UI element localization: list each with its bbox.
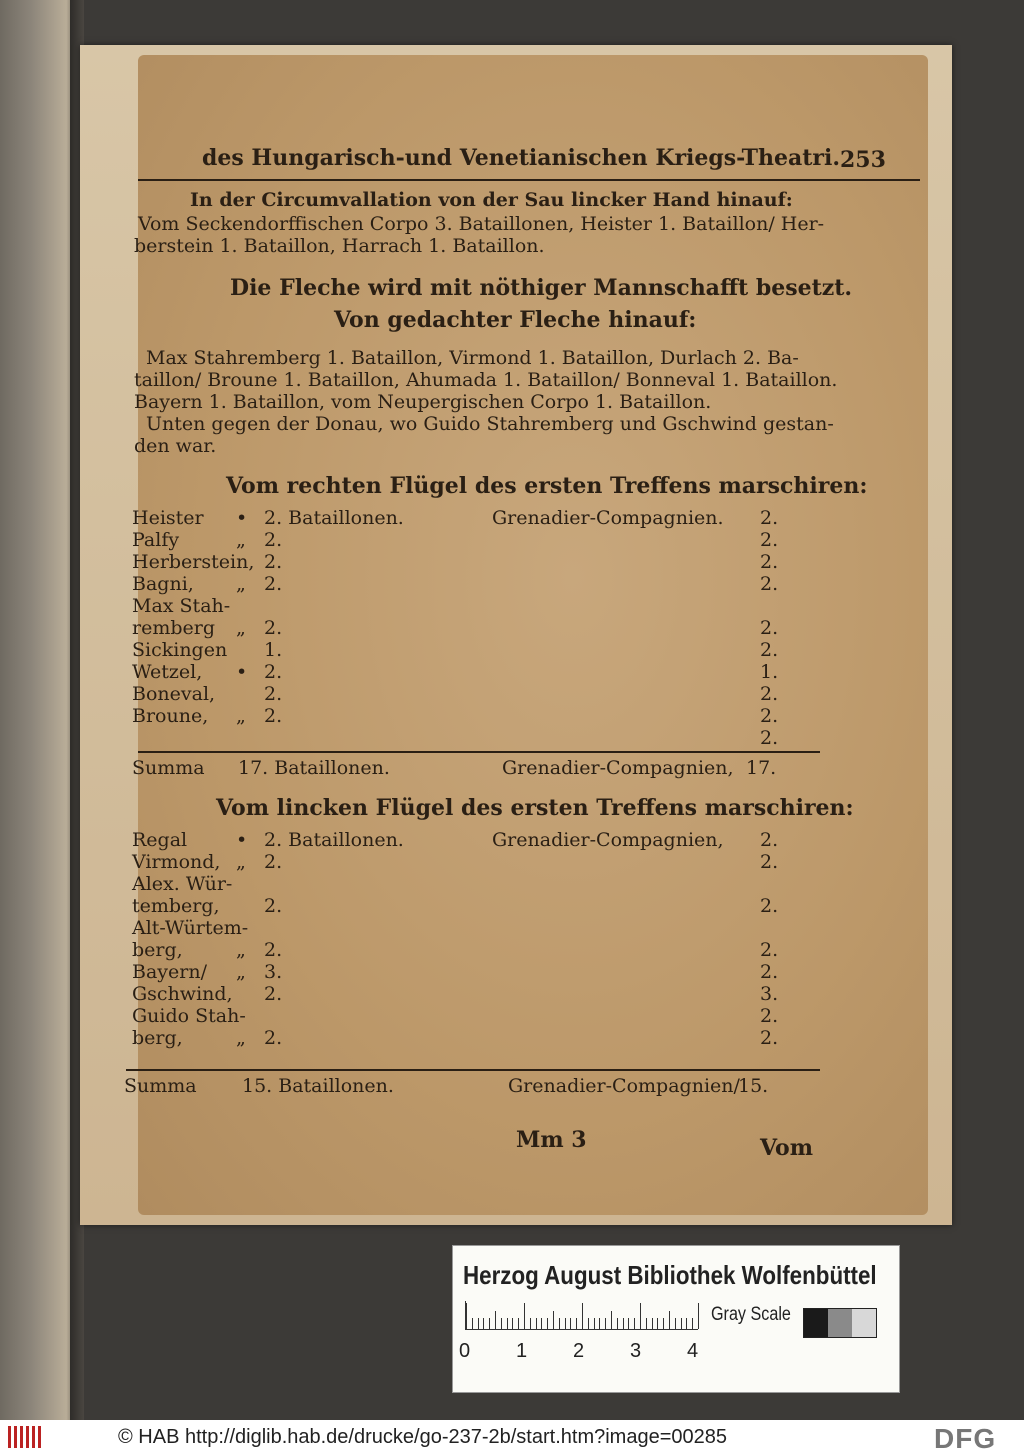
- table-row: [132, 661, 918, 683]
- grenadier-count: 2.: [760, 1027, 779, 1049]
- text-line: berstein 1. Bataillon, Harrach 1. Bataillon.: [134, 235, 545, 257]
- leader-mark: „: [236, 529, 246, 551]
- ruler-tick: [599, 1318, 600, 1329]
- ruler-tick: [536, 1318, 537, 1329]
- sum-grenadier: Grenadier-Compagnien/: [508, 1075, 740, 1097]
- grenadier-label: Grenadier-Compagnien,: [492, 829, 724, 851]
- ruler-tick: [559, 1318, 560, 1329]
- table-row: [132, 829, 918, 851]
- library-label: [452, 1245, 900, 1393]
- regiment-name: Bagni,: [132, 573, 194, 595]
- sum-grenadier-count: 15.: [738, 1075, 769, 1097]
- ruler-tick: [652, 1318, 653, 1329]
- gray-scale-label: Gray Scale: [711, 1304, 791, 1325]
- text-line: Vom Seckendorffischen Corpo 3. Bataillonen, Heister 1. Bataillon/ Her-: [138, 213, 825, 235]
- sum-bataillonen: 15. Bataillonen.: [242, 1075, 394, 1097]
- logo-bar: [26, 1426, 29, 1448]
- signature-mark: Mm 3: [516, 1127, 587, 1153]
- gray-swatch: [828, 1309, 852, 1337]
- table-row: [132, 983, 918, 1005]
- ruler-tick: [605, 1318, 606, 1329]
- grenadier-count: 2.: [760, 551, 779, 573]
- library-title: Herzog August Bibliothek Wolfenbüttel: [463, 1260, 877, 1290]
- ruler-tick: [472, 1318, 473, 1329]
- regiment-name: Alex. Wür-: [132, 873, 233, 895]
- sum-grenadier: Grenadier-Compagnien,: [502, 757, 734, 779]
- grenadier-count: 2.: [760, 1005, 779, 1027]
- ruler-tick: [576, 1318, 577, 1329]
- grenadier-count: 2.: [760, 829, 779, 851]
- grenadier-count: 2.: [760, 507, 779, 529]
- regiment-name: Broune,: [132, 705, 209, 727]
- ruler-tick: [646, 1318, 647, 1329]
- ruler-number: 1: [516, 1340, 528, 1362]
- hab-logo-icon: [8, 1426, 48, 1448]
- ruler-number: 3: [630, 1340, 642, 1362]
- table-row: [132, 961, 918, 983]
- bataillon-count: 2.: [264, 705, 283, 727]
- logo-bar: [8, 1426, 11, 1448]
- left-sum-row: [124, 1075, 918, 1097]
- bataillon-count: 2.: [264, 983, 283, 1005]
- leader-mark: „: [236, 851, 246, 873]
- ruler-tick: [617, 1318, 618, 1329]
- leader-mark: •: [236, 661, 248, 683]
- ruler-tick: [594, 1318, 595, 1329]
- leader-mark: „: [236, 961, 246, 983]
- table-row: [132, 639, 918, 661]
- logo-bar: [38, 1426, 41, 1448]
- regiment-name: Alt-Würtem-: [132, 917, 249, 939]
- text-line: taillon/ Broune 1. Bataillon, Ahumada 1. Bataillon/ Bonneval 1. Bataillon.: [134, 369, 838, 391]
- regiment-name: Gschwind,: [132, 983, 233, 1005]
- sum-bataillonen: 17. Bataillonen.: [238, 757, 390, 779]
- regiment-name: Virmond,: [132, 851, 221, 873]
- book-page: [124, 55, 928, 1215]
- section-heading-circumvallation: In der Circumvallation von der Sau lincker Hand hinauf:: [190, 189, 793, 211]
- ruler-tick: [611, 1311, 612, 1329]
- table-row: [132, 507, 918, 529]
- table-row: [132, 551, 918, 573]
- logo-bar: [14, 1426, 17, 1448]
- regiment-name: Max Stah-: [132, 595, 231, 617]
- regiment-name: Heister: [132, 507, 204, 529]
- bataillon-count: 2.: [264, 617, 283, 639]
- text-line: den war.: [134, 435, 217, 457]
- head-rule: [138, 179, 920, 181]
- ruler-tick: [512, 1318, 513, 1329]
- ruler-tick: [698, 1303, 699, 1329]
- gray-swatch: [852, 1309, 876, 1337]
- ruler-tick: [530, 1318, 531, 1329]
- bataillon-count: 2.: [264, 573, 283, 595]
- grenadier-count: 3.: [760, 983, 779, 1005]
- fleche-subheading: Von gedachter Fleche hinauf:: [334, 307, 697, 333]
- gray-scale-swatch: [803, 1308, 877, 1338]
- facing-page-edge: [0, 0, 78, 1420]
- bataillon-count: 2.: [264, 1027, 283, 1049]
- footer-bar: [0, 1420, 1024, 1455]
- ruler-tick: [483, 1318, 484, 1329]
- ruler-tick: [582, 1303, 583, 1329]
- regiment-name: Regal: [132, 829, 188, 851]
- table-row: [132, 683, 918, 705]
- bataillon-count: 2.: [264, 939, 283, 961]
- table-row: [132, 573, 918, 595]
- grenadier-label: Grenadier-Compagnien.: [492, 507, 724, 529]
- table-row: [132, 917, 918, 939]
- ruler-tick: [553, 1311, 554, 1329]
- leader-mark: „: [236, 573, 246, 595]
- table-row: [132, 705, 918, 727]
- right-wing-heading: Vom rechten Flügel des ersten Treffens marschiren:: [226, 473, 868, 499]
- table-row: [132, 529, 918, 551]
- bataillon-count: 3.: [264, 961, 283, 983]
- text-line: Unten gegen der Donau, wo Guido Stahremberg und Gschwind gestan-: [146, 413, 834, 435]
- bataillon-count: 2.: [264, 661, 283, 683]
- bataillon-count: 1.: [264, 639, 283, 661]
- ruler-tick: [489, 1318, 490, 1329]
- grenadier-count: 2.: [760, 705, 779, 727]
- ruler-tick: [518, 1318, 519, 1329]
- grenadier-count: 2.: [760, 939, 779, 961]
- grenadier-count: 2.: [760, 727, 779, 749]
- ruler-tick: [623, 1318, 624, 1329]
- ruler-tick: [657, 1318, 658, 1329]
- ruler-number: 0: [459, 1340, 471, 1362]
- catchword: Vom: [760, 1135, 814, 1161]
- bataillon-count: 2. Bataillonen.: [264, 829, 404, 851]
- table-row: [132, 939, 918, 961]
- running-head: des Hungarisch-und Venetianischen Kriegs-Theatri.: [202, 145, 841, 171]
- sum-grenadier-count: 17.: [746, 757, 777, 779]
- table-row: [132, 895, 918, 917]
- table-row: [132, 851, 918, 873]
- grenadier-count: 1.: [760, 661, 779, 683]
- ruler-tick: [524, 1303, 525, 1329]
- ruler-tick: [692, 1318, 693, 1329]
- ruler-tick: [663, 1318, 664, 1329]
- ruler-tick: [495, 1311, 496, 1329]
- logo-bar: [20, 1426, 23, 1448]
- regiment-name: Sickingen: [132, 639, 228, 661]
- ruler-tick: [634, 1318, 635, 1329]
- regiment-name: berg,: [132, 939, 183, 961]
- ruler-number: 4: [687, 1340, 699, 1362]
- ruler-tick: [547, 1318, 548, 1329]
- ruler-tick: [588, 1318, 589, 1329]
- grenadier-count: 2.: [760, 683, 779, 705]
- bataillon-count: 2.: [264, 895, 283, 917]
- sum-label: Summa: [132, 757, 205, 779]
- ruler-tick: [669, 1311, 670, 1329]
- regiment-name: berg,: [132, 1027, 183, 1049]
- text-line: Bayern 1. Bataillon, vom Neupergischen Corpo 1. Bataillon.: [134, 391, 712, 413]
- grenadier-count: 2.: [760, 573, 779, 595]
- bataillon-count: 2.: [264, 529, 283, 551]
- leader-mark: „: [236, 939, 246, 961]
- regiment-name: Bayern/: [132, 961, 207, 983]
- leader-mark: „: [236, 1027, 246, 1049]
- grenadier-count: 2.: [760, 617, 779, 639]
- ruler-tick: [478, 1318, 479, 1329]
- scan-background: [80, 45, 952, 1225]
- ruler-tick: [501, 1318, 502, 1329]
- table-row: [132, 1005, 918, 1027]
- regiment-name: Guido Stah-: [132, 1005, 246, 1027]
- right-sum-row: [132, 757, 918, 779]
- leader-mark: „: [236, 617, 246, 639]
- ruler-number: 2: [573, 1340, 585, 1362]
- sum-label: Summa: [124, 1075, 197, 1097]
- grenadier-count: 2.: [760, 895, 779, 917]
- grenadier-count: 2.: [760, 639, 779, 661]
- ruler-tick: [640, 1303, 641, 1329]
- table-row: [132, 595, 918, 617]
- grenadier-count: 2.: [760, 961, 779, 983]
- ruler-tick: [565, 1318, 566, 1329]
- fleche-heading: Die Fleche wird mit nöthiger Mannschafft besetzt.: [230, 275, 853, 301]
- table-row: [138, 727, 918, 749]
- left-wing-heading: Vom lincken Flügel des ersten Treffens marschiren:: [216, 795, 854, 821]
- ruler-tick: [507, 1318, 508, 1329]
- regiment-name: temberg,: [132, 895, 220, 917]
- regiment-name: Boneval,: [132, 683, 216, 705]
- regiment-name: remberg: [132, 617, 215, 639]
- sum-rule: [138, 751, 820, 753]
- bataillon-count: 2.: [264, 551, 283, 573]
- text-line: Max Stahremberg 1. Bataillon, Virmond 1. Bataillon, Durlach 2. Ba-: [146, 347, 799, 369]
- ruler-tick: [675, 1318, 676, 1329]
- ruler-tick: [686, 1318, 687, 1329]
- dfg-logo: DFG: [934, 1423, 997, 1454]
- ruler-tick: [466, 1303, 467, 1329]
- table-row: [132, 617, 918, 639]
- table-row: [132, 1027, 918, 1049]
- ruler-tick: [681, 1318, 682, 1329]
- ruler-tick: [628, 1318, 629, 1329]
- bataillon-count: 2.: [264, 851, 283, 873]
- regiment-name: Wetzel,: [132, 661, 203, 683]
- logo-bar: [32, 1426, 35, 1448]
- ruler-tick: [541, 1318, 542, 1329]
- leader-mark: •: [236, 829, 248, 851]
- leader-mark: •: [236, 507, 248, 529]
- ruler-tick: [570, 1318, 571, 1329]
- table-row: [132, 873, 918, 895]
- bataillon-count: 2. Bataillonen.: [264, 507, 404, 529]
- regiment-name: Palfy: [132, 529, 180, 551]
- bataillon-count: 2.: [264, 683, 283, 705]
- grenadier-count: 2.: [760, 851, 779, 873]
- page-number: 253: [840, 147, 886, 173]
- source-link[interactable]: © HAB http://diglib.hab.de/drucke/go-237-2b/start.htm?image=00285: [118, 1426, 727, 1448]
- grenadier-count: 2.: [760, 529, 779, 551]
- gray-swatch: [804, 1309, 828, 1337]
- leader-mark: „: [236, 705, 246, 727]
- sum-rule: [126, 1069, 820, 1071]
- regiment-name: Herberstein,: [132, 551, 255, 573]
- scale-ruler: [465, 1301, 698, 1330]
